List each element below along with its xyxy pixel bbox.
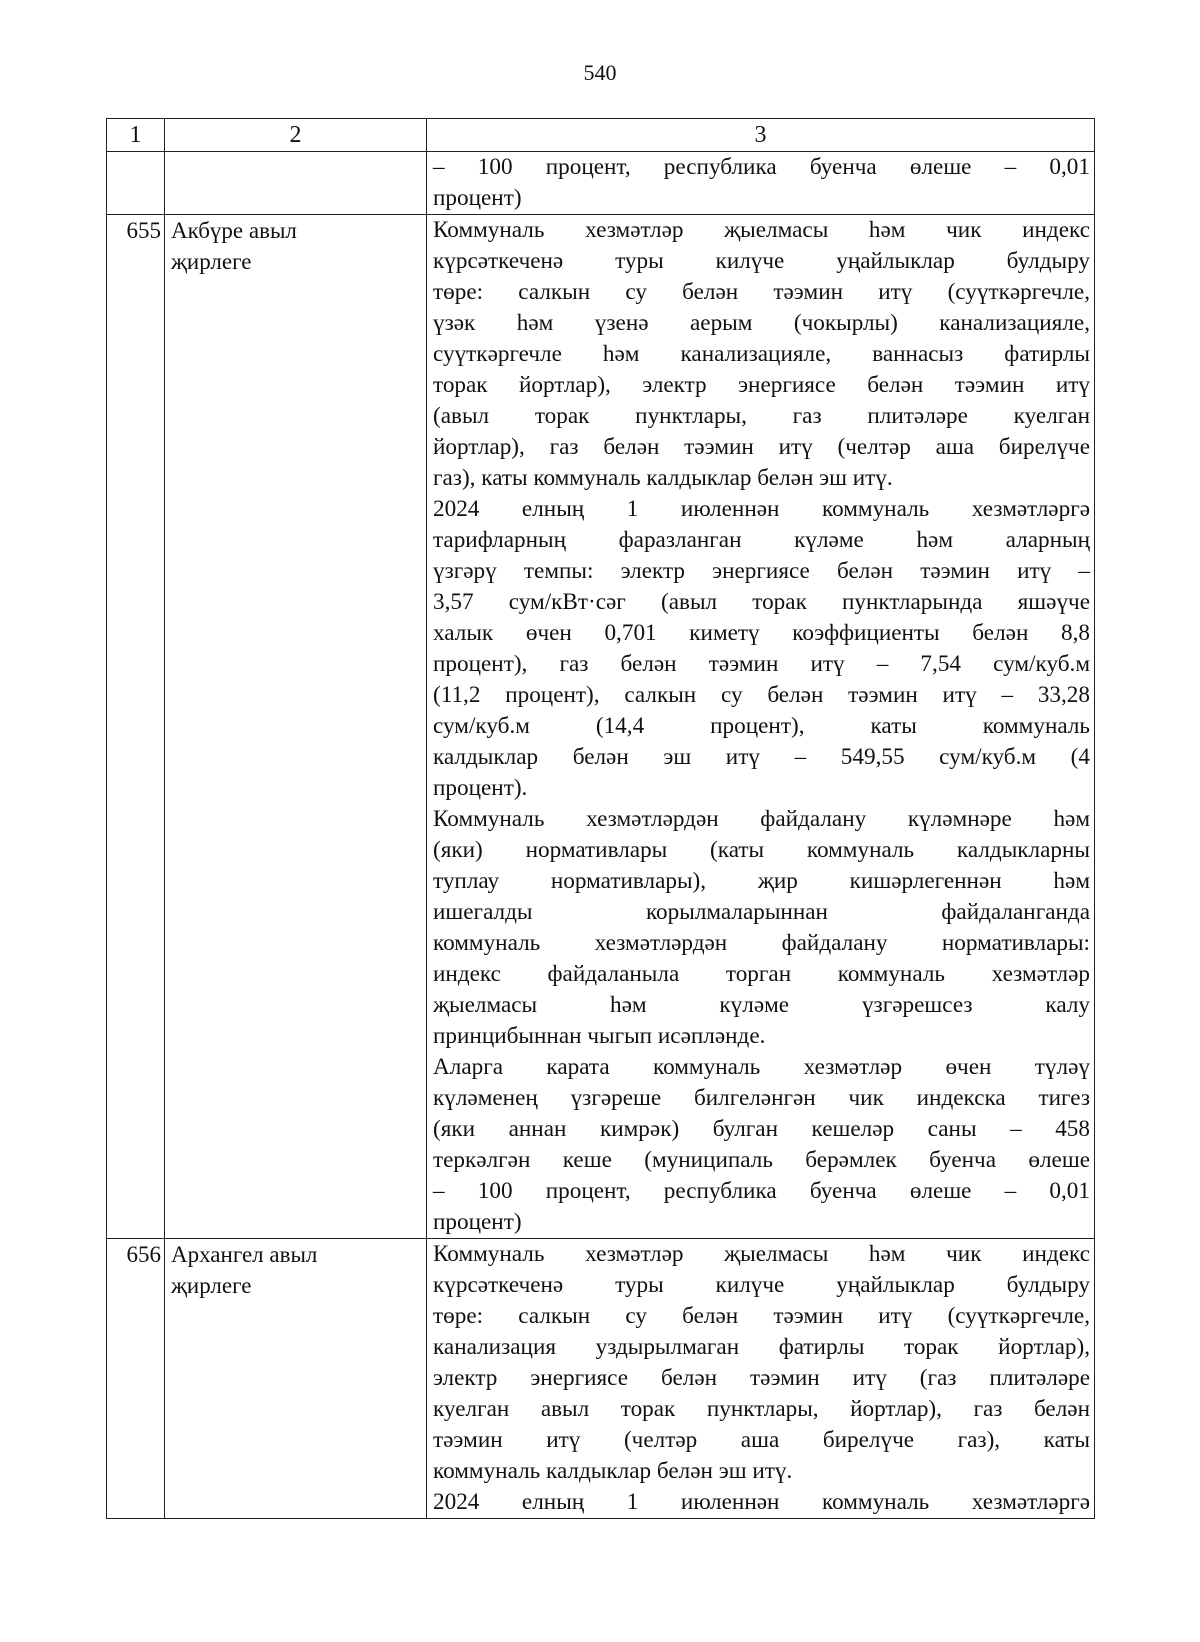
row-number: 655 <box>107 215 165 1239</box>
text-line: күрсәткеченә туры килүче уңайлыклар булдыру <box>433 248 1090 274</box>
text-line: коммуналь калдыклар белән эш итү. <box>433 1458 793 1484</box>
table-row <box>107 1239 1095 1519</box>
text-line: – 100 процент, республика буенча өлеше – 0,01 <box>433 154 1090 180</box>
text-line: 3,57 сум/кВт·сәг (авыл торак пунктларында яшәүче <box>433 589 1090 615</box>
text-line: суүткәргечле һәм канализацияле, ваннасыз фатирлы <box>433 341 1090 367</box>
table-row <box>107 215 1095 1239</box>
tariff-table <box>106 118 1095 1519</box>
row-number: 656 <box>107 1239 165 1519</box>
text-line: җыелмасы һәм күләме үзгәрешсез калу <box>433 992 1090 1018</box>
continuation-row <box>107 152 1095 215</box>
header-col-3: 3 <box>427 119 1095 152</box>
text-line: торак йортлар), электр энергиясе белән тәэмин итү <box>433 372 1090 398</box>
settlement-name-line: Акбүре авыл <box>171 218 297 243</box>
text-line: тарифларның фаразланган күләме һәм аларның <box>433 527 1090 553</box>
text-line: (11,2 процент), салкын су белән тәэмин итү – 33,28 <box>433 682 1090 708</box>
continuation-paragraph <box>433 152 1090 214</box>
settlement-name-line: җирлеге <box>171 249 252 274</box>
description-paragraph <box>433 215 1090 494</box>
text-line: төре: салкын су белән тәэмин итү (суүткәргечле, <box>433 279 1090 305</box>
text-line: сум/куб.м (14,4 процент), каты коммуналь <box>433 713 1090 739</box>
text-line: күләменең үзгәреше билгеләнгән чик индекска тигез <box>433 1085 1090 1111</box>
header-col-2: 2 <box>165 119 427 152</box>
text-line: индекс файдаланыла торган коммуналь хезмәтләр <box>433 961 1090 987</box>
text-line: йортлар), газ белән тәэмин итү (челтәр аша бирелүче <box>433 434 1090 460</box>
text-line: куелган авыл торак пунктлары, йортлар), газ белән <box>433 1396 1090 1422</box>
settlement-name-line: җирлеге <box>171 1273 252 1298</box>
text-line: процент) <box>433 1209 522 1235</box>
text-line: Коммуналь хезмәтләр җыелмасы һәм чик индекс <box>433 217 1090 243</box>
continuation-text-cell <box>427 152 1095 215</box>
description-paragraph <box>433 804 1090 1052</box>
text-line: теркәлгән кеше (муниципаль берәмлек буенча өлеше <box>433 1147 1090 1173</box>
description-paragraph <box>433 494 1090 804</box>
text-line: күрсәткеченә туры килүче уңайлыклар булдыру <box>433 1272 1090 1298</box>
settlement-name <box>165 1239 427 1519</box>
text-line: (яки аннан кимрәк) булган кешеләр саны – 458 <box>433 1116 1090 1142</box>
text-line: (авыл торак пунктлары, газ плитәләре куелган <box>433 403 1090 429</box>
text-line: процент), газ белән тәэмин итү – 7,54 сум/куб.м <box>433 651 1090 677</box>
text-line: туплау нормативлары), җир кишәрлегеннән һәм <box>433 868 1090 894</box>
text-line: тәэмин итү (челтәр аша бирелүче газ), каты <box>433 1427 1090 1453</box>
text-line: – 100 процент, республика буенча өлеше – 0,01 <box>433 1178 1090 1204</box>
continuation-num-cell <box>107 152 165 215</box>
text-line: 2024 елның 1 июленнән коммуналь хезмәтләргә <box>433 1489 1090 1515</box>
text-line: (яки) нормативлары (каты коммуналь калдыкларны <box>433 837 1090 863</box>
text-line: калдыклар белән эш итү – 549,55 сум/куб.м (4 <box>433 744 1090 770</box>
description-cell <box>427 215 1095 1239</box>
text-line: принцибыннан чыгып исәпләнде. <box>433 1023 766 1049</box>
settlement-name <box>165 215 427 1239</box>
table-header-row <box>107 119 1095 152</box>
text-line: 2024 елның 1 июленнән коммуналь хезмәтләргә <box>433 496 1090 522</box>
text-line: халык өчен 0,701 киметү коэффициенты белән 8,8 <box>433 620 1090 646</box>
text-line: Коммуналь хезмәтләр җыелмасы һәм чик индекс <box>433 1241 1090 1267</box>
continuation-name-cell <box>165 152 427 215</box>
description-paragraph <box>433 1487 1090 1518</box>
text-line: коммуналь хезмәтләрдән файдалану нормативлары: <box>433 930 1090 956</box>
header-col-1: 1 <box>107 119 165 152</box>
text-line: газ), каты коммуналь калдыклар белән эш итү. <box>433 465 893 491</box>
text-line: Аларга карата коммуналь хезмәтләр өчен түләү <box>433 1054 1090 1080</box>
description-cell <box>427 1239 1095 1519</box>
text-line: төре: салкын су белән тәэмин итү (суүткәргечле, <box>433 1303 1090 1329</box>
settlement-name-line: Архангел авыл <box>171 1242 318 1267</box>
page-number: 540 <box>583 60 617 85</box>
text-line: электр энергиясе белән тәэмин итү (газ плитәләре <box>433 1365 1090 1391</box>
text-line: Коммуналь хезмәтләрдән файдалану күләмнәре һәм <box>433 806 1090 832</box>
text-line: үзгәрү темпы: электр энергиясе белән тәэмин итү – <box>433 558 1090 584</box>
text-line: процент). <box>433 775 528 801</box>
text-line: ишегалды корылмаларыннан файдаланганда <box>433 899 1090 925</box>
text-line: процент) <box>433 185 522 211</box>
text-line: үзәк һәм үзенә аерым (чокырлы) канализацияле, <box>433 310 1090 336</box>
description-paragraph <box>433 1052 1090 1238</box>
text-line: канализация уздырылмаган фатирлы торак йортлар), <box>433 1334 1090 1360</box>
description-paragraph <box>433 1239 1090 1487</box>
